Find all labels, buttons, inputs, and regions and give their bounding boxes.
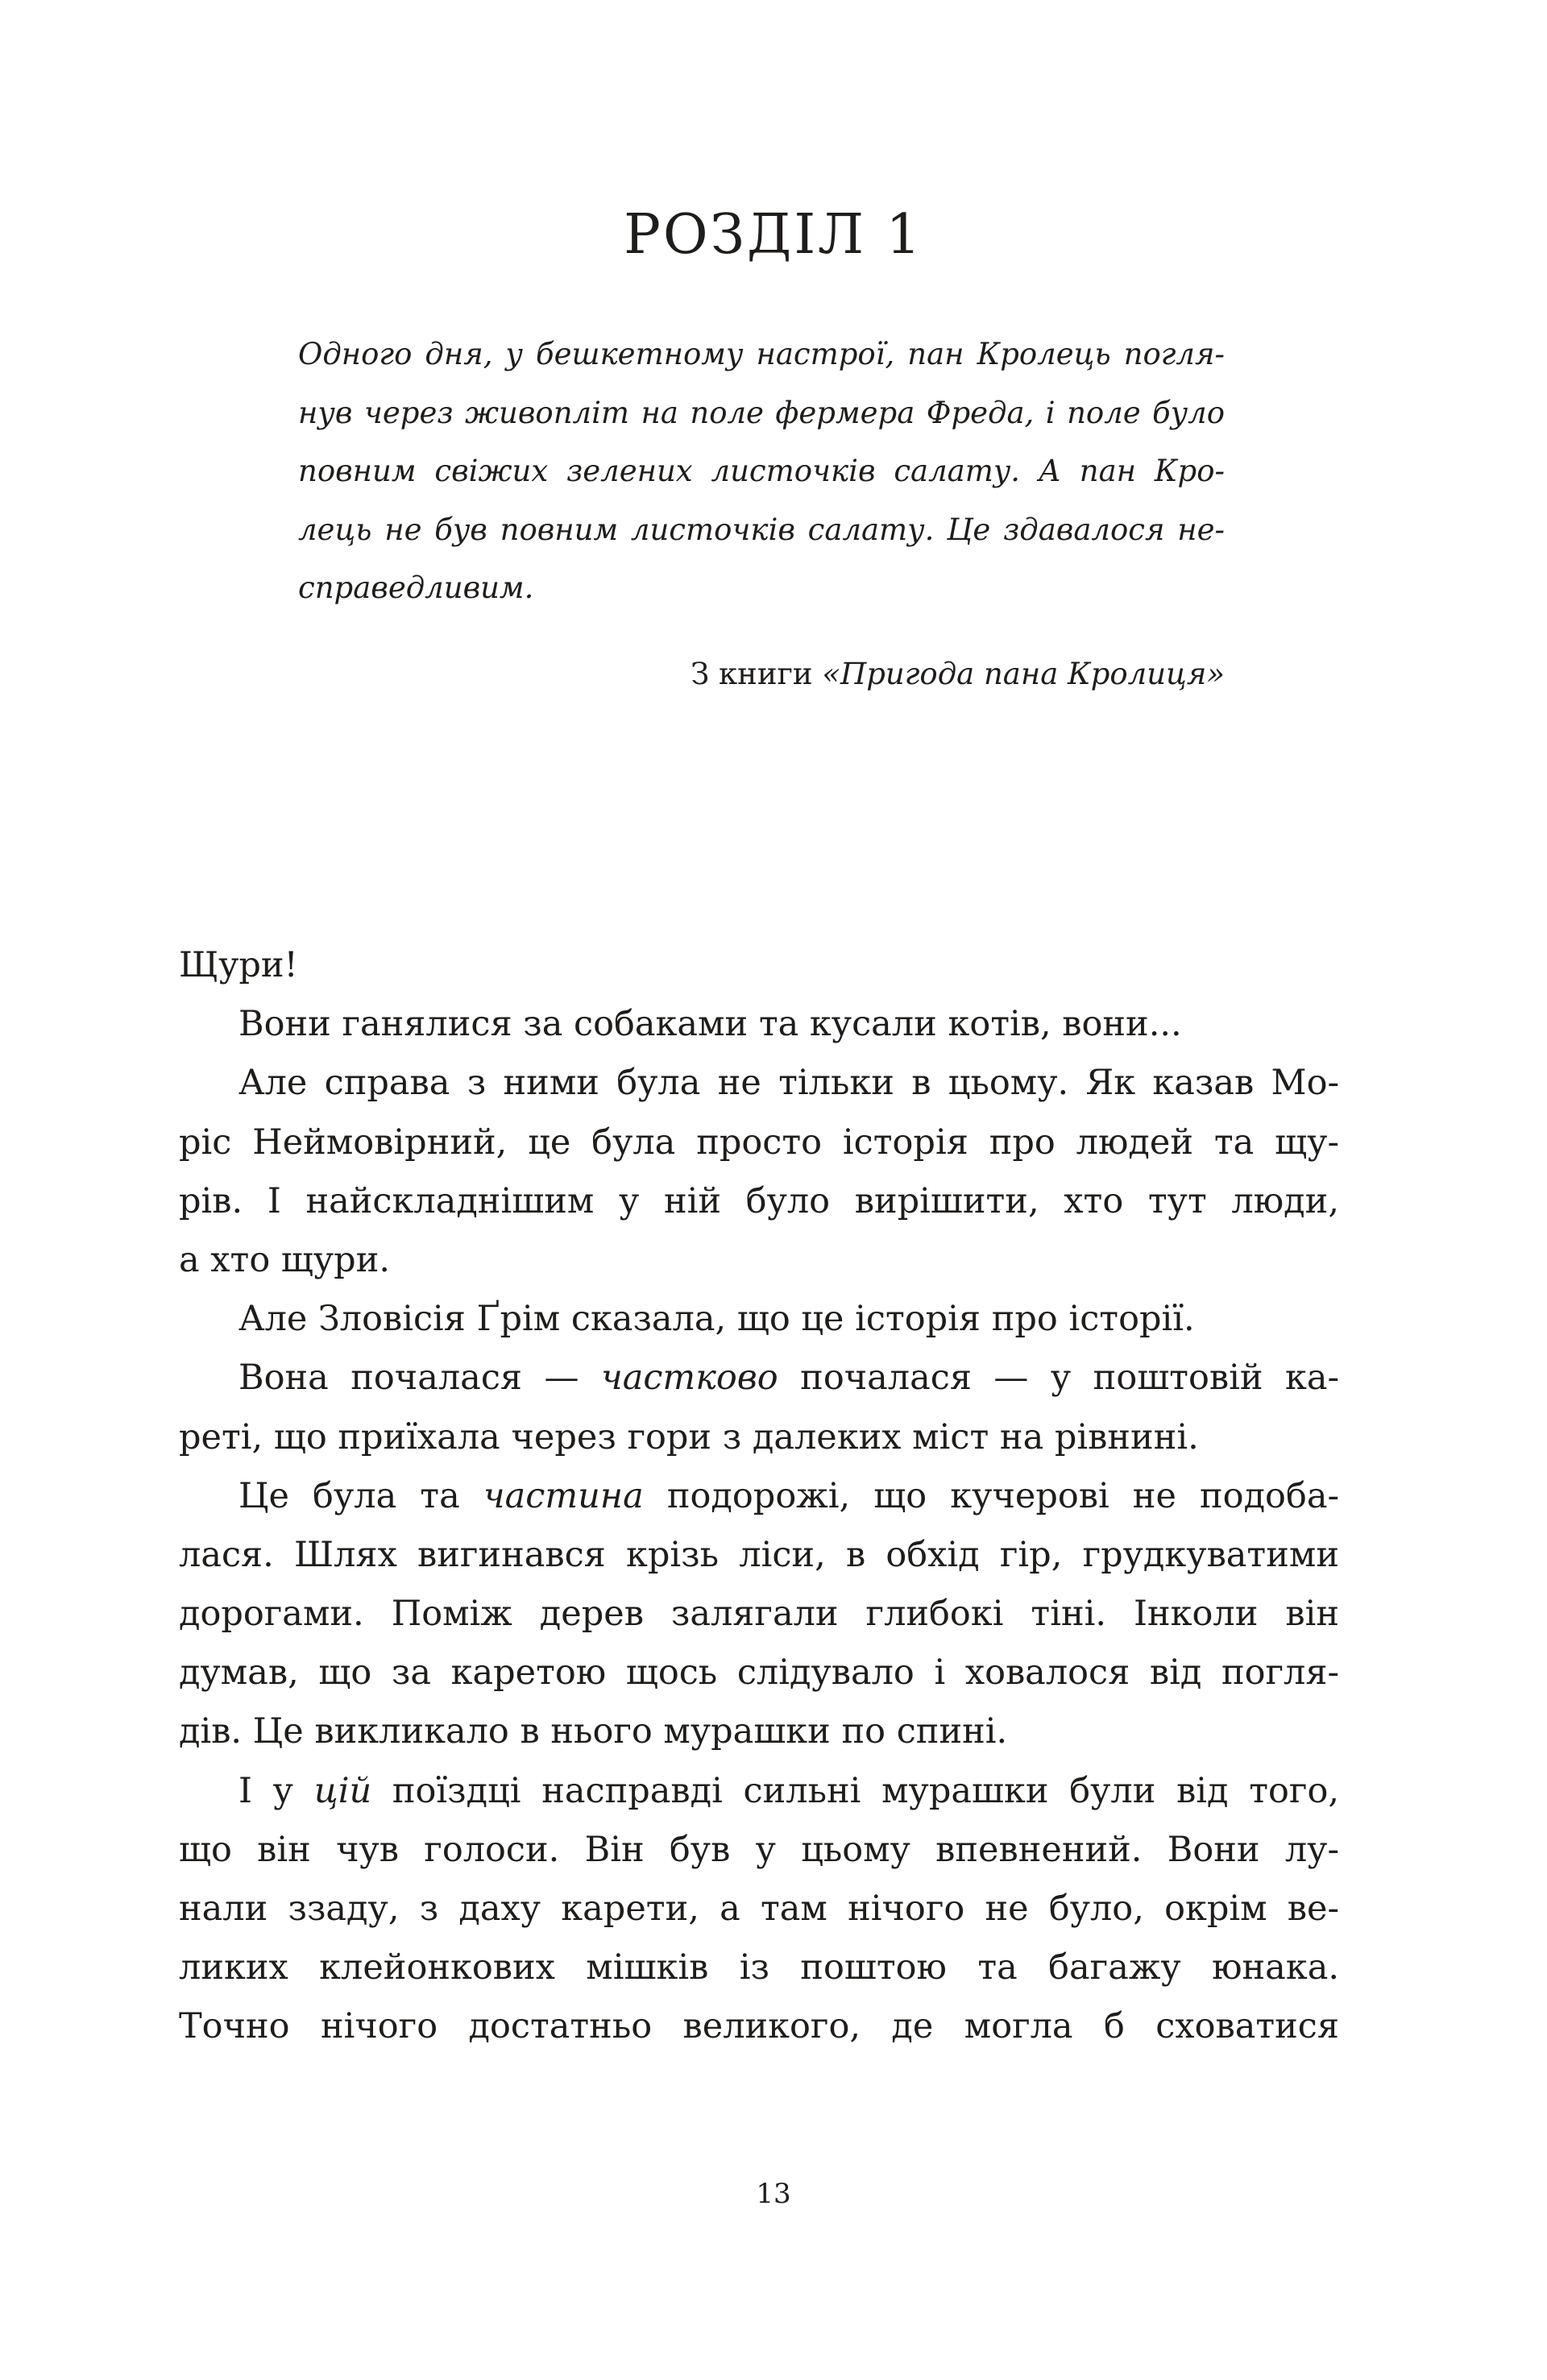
emphasis-text: частина [483, 1475, 644, 1516]
body-text-run: Але справа з ними була не тільки в цьому. Як казав Мо- [238, 1063, 1339, 1104]
body-text-run: поїздці насправді сильні мурашки були від того, [371, 1770, 1340, 1811]
body-line [179, 1467, 1339, 1526]
body-text-run: дів. Це викликало в нього мурашки по спині. [179, 1711, 1008, 1752]
body-line [179, 1172, 1339, 1231]
epigraph [298, 325, 1225, 618]
epigraph-line: нув через живопліт на поле фермера Фреда, і поле було [298, 395, 1225, 430]
body-text-run: а хто щури. [179, 1239, 391, 1280]
body-text-run: ріс Неймовірний, це була просто історія про людей та щу- [179, 1122, 1339, 1163]
epigraph-line: лець не був повним листочків салату. Це здавалося не- [298, 512, 1225, 547]
epigraph-line: повним свіжих зелених листочків салату. А пан Кро- [298, 454, 1225, 488]
page-number: 13 [756, 2178, 791, 2210]
body-text-run: почалася — у поштовій ка- [778, 1358, 1339, 1399]
body-line [179, 1231, 1339, 1290]
body-line [179, 1880, 1339, 1938]
body-line [179, 1762, 1339, 1821]
attribution-prefix: З книги [691, 657, 823, 691]
body-line [179, 1113, 1339, 1172]
epigraph-line: Одного дня, у бешкетному настрої, пан Кролець погля- [298, 337, 1225, 371]
body-line [179, 1054, 1339, 1113]
body-line [179, 995, 1339, 1054]
body-line [179, 1349, 1339, 1408]
body-text-run: рів. І найскладнішим у ній було вирішити, хто тут люди, [179, 1180, 1339, 1221]
body-text-run: ликих клейонкових мішків із поштою та багажу юнака. [179, 1947, 1339, 1988]
body-text-run: Вона почалася — [238, 1358, 601, 1399]
body-text-run: лася. Шлях вигинався крізь ліси, в обхід гір, грудкуватими [179, 1534, 1339, 1575]
body-line [179, 936, 1339, 995]
attribution-book-title: «Пригода пана Кролиця» [822, 657, 1225, 691]
body-line [179, 1585, 1339, 1644]
body-text-run: Але Зловісія Ґрім сказала, що це історія про історії. [238, 1299, 1195, 1340]
epigraph-line: справедливим. [298, 570, 534, 605]
body-text-run: І у [238, 1770, 314, 1811]
epigraph-attribution [298, 645, 1225, 703]
body-line [179, 1702, 1339, 1761]
body-text-run: нали ззаду, з даху карети, а там нічого не було, окрім ве- [179, 1889, 1339, 1929]
body-line [179, 1408, 1339, 1467]
body-text-run: подорожі, що кучерові не подоба- [643, 1475, 1339, 1516]
body-text-run: Вони ганялися за собаками та кусали котів, вони... [238, 1004, 1182, 1045]
body-text-run: Це була та [238, 1475, 483, 1516]
body-line [179, 1938, 1339, 1997]
body-text [179, 936, 1339, 2057]
emphasis-text: частково [600, 1358, 778, 1399]
body-line [179, 1997, 1339, 2056]
body-text-run: Точно нічого достатньо великого, де могла б сховатися [179, 2006, 1339, 2047]
body-line [179, 1644, 1339, 1702]
body-text-run: дорогами. Поміж дерев залягали глибокі тіні. Інколи він [179, 1594, 1339, 1635]
body-text-run: думав, що за каретою щось слідувало і ховалося від погля- [179, 1652, 1339, 1694]
body-text-run: Щури! [179, 945, 298, 985]
body-text-run: реті, що приїхала через гори з далеких міст на рівнині. [179, 1416, 1199, 1457]
chapter-title: РОЗДІЛ 1 [624, 203, 923, 267]
body-text-run: що він чув голоси. Він був у цьому впевнений. Вони лу- [179, 1829, 1339, 1870]
emphasis-text: цій [313, 1770, 372, 1811]
body-line [179, 1290, 1339, 1349]
body-line [179, 1526, 1339, 1585]
body-line [179, 1821, 1339, 1880]
